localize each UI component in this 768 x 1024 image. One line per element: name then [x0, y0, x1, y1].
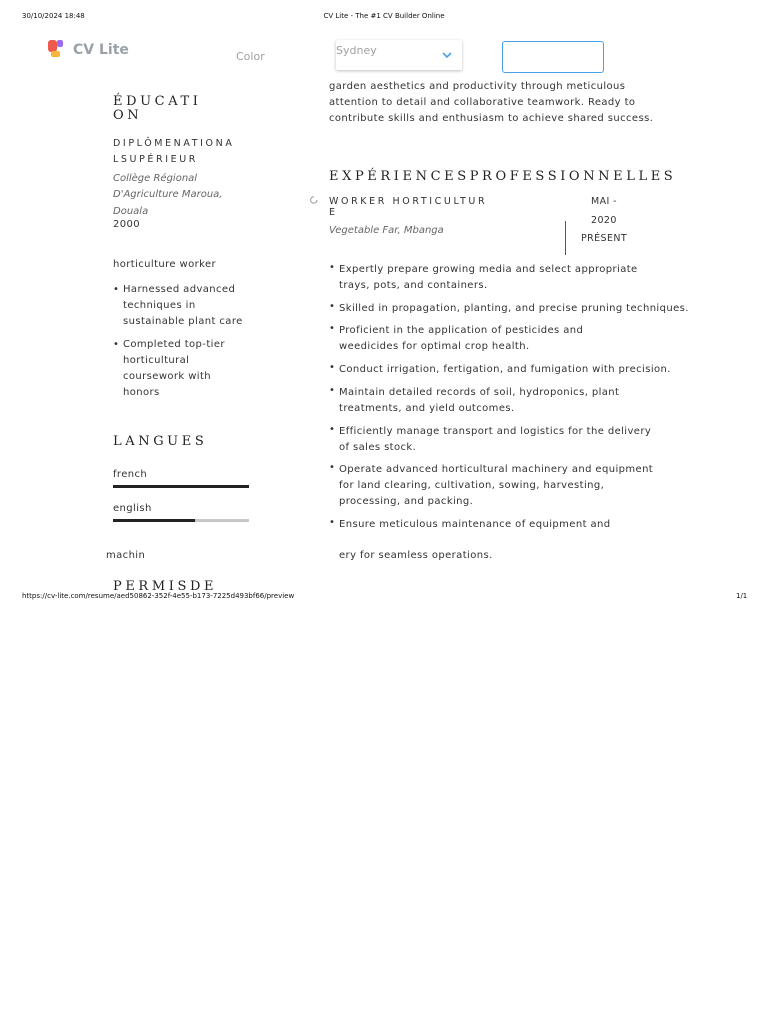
language-level-bar [113, 519, 249, 522]
print-page-number: 1/1 [736, 592, 748, 600]
job-title-line: WORKER HORTICULTUR [329, 196, 488, 207]
summary-line: garden aesthetics and productivity through meticulous [329, 81, 626, 92]
bullet-line: for land clearing, cultivation, sowing, harvesting, [339, 480, 605, 491]
company-name: Vegetable Far, Mbanga [329, 225, 444, 236]
bullet-line: of sales stock. [339, 442, 417, 453]
date-divider [565, 221, 566, 255]
loading-spinner-icon [309, 195, 319, 205]
bullet-line: trays, pots, and containers. [339, 280, 488, 291]
bullet-line: • Completed top-tier [123, 339, 225, 350]
list-item: • Expertly prepare growing media and select appropriate trays, pots, and containers. [329, 262, 638, 294]
list-item [113, 282, 253, 330]
degree-line: LSUPÉRIEUR [113, 154, 198, 165]
education-title-line: ÉDUCATI [113, 94, 202, 109]
language-extra: machin [106, 550, 146, 561]
list-item: • Efficiently manage transport and logistics for the delivery of sales stock. [329, 424, 651, 456]
experience-title: EXPÉRIENCESPROFESSIONNELLES [329, 169, 677, 184]
education-title [113, 95, 202, 123]
date-start-month: MAI - [591, 196, 617, 207]
bullet-line: Efficiently manage transport and logistics for the delivery [339, 426, 652, 437]
summary [329, 79, 653, 127]
bullet-line: sustainable plant care [123, 316, 243, 327]
language-level-fill [113, 519, 195, 522]
list-item: • Skilled in propagation, planting, and precise pruning techniques. [329, 301, 689, 317]
bullet-line: treatments, and yield outcomes. [339, 403, 515, 414]
cv-lite-logo-icon[interactable] [48, 40, 66, 58]
experience-trailing-text: ery for seamless operations. [339, 550, 493, 561]
bullet-line: techniques in [123, 300, 196, 311]
list-item: • Ensure meticulous maintenance of equipment and [329, 517, 611, 533]
education-bullets [113, 282, 253, 401]
list-item: • Conduct irrigation, fertigation, and fumigation with precision. [329, 362, 671, 378]
school-name [113, 171, 222, 220]
list-item: • Maintain detailed records of soil, hydroponics, plant treatments, and yield outcomes. [329, 385, 619, 417]
bullet-line: Maintain detailed records of soil, hydroponics, plant [339, 387, 620, 398]
print-datetime: 30/10/2024 18:48 [22, 12, 85, 20]
template-select-value: Sydney [336, 44, 377, 57]
education-title-line: ON [113, 108, 143, 123]
bullet-line: coursework with [123, 371, 212, 382]
color-label[interactable]: Color [236, 50, 265, 63]
list-item: • Proficient in the application of pesticides and weedicides for optimal crop health. [329, 323, 583, 355]
list-item: • Operate advanced horticultural machinery and equipment for land clearing, cultivation, sowing, harvesting, processing, and packing. [329, 462, 653, 510]
school-line: Collège Régional [113, 173, 198, 184]
logo-text[interactable]: CV Lite [73, 42, 129, 58]
school-line: Douala [113, 206, 149, 217]
bullet-line: processing, and packing. [339, 496, 474, 507]
permis-title: PERMISDE [113, 579, 218, 594]
color-input[interactable] [502, 41, 604, 73]
bullet-line: weedicides for optimal crop health. [339, 341, 530, 352]
language-name: french [113, 469, 148, 480]
bullet-line: Expertly prepare growing media and select appropriate [339, 264, 638, 275]
degree-title [113, 136, 234, 168]
bullet-line: horticultural [123, 355, 190, 366]
language-level-fill [113, 485, 249, 488]
bullet-line: honors [123, 387, 160, 398]
school-line: D'Agriculture Maroua, [113, 189, 223, 200]
bullet-line: Skilled in propagation, planting, and precise pruning techniques. [339, 303, 689, 314]
education-field: horticulture worker [113, 259, 217, 270]
date-start-year: 2020 [591, 215, 617, 226]
bullet-line: Proficient in the application of pesticides and [339, 325, 584, 336]
summary-line: attention to detail and collaborative teamwork. Ready to [329, 97, 636, 108]
degree-line: DIPLÔMENATIONA [113, 138, 235, 149]
chevron-down-icon [442, 51, 452, 59]
date-end: PRÉSENT [581, 233, 628, 244]
bullet-line: Operate advanced horticultural machinery and equipment [339, 464, 654, 475]
language-level-bar [113, 485, 249, 488]
bullet-line: Ensure meticulous maintenance of equipment and [339, 519, 611, 530]
bullet-line: Conduct irrigation, fertigation, and fumigation with precision. [339, 364, 671, 375]
print-page-title: CV Lite - The #1 CV Builder Online [323, 12, 445, 20]
print-url: https://cv-lite.com/resume/aed50862-352f-4e55-b173-7225d493bf66/preview [22, 592, 295, 600]
language-name: english [113, 503, 152, 514]
job-title [329, 196, 487, 218]
summary-line: contribute skills and enthusiasm to achieve shared success. [329, 113, 654, 124]
education-year: 2000 [113, 219, 141, 230]
template-select[interactable] [336, 40, 462, 70]
job-title-line: E [329, 207, 338, 218]
list-item [113, 337, 253, 401]
bullet-line: • Harnessed advanced [123, 284, 236, 295]
languages-title: LANGUES [113, 434, 208, 449]
